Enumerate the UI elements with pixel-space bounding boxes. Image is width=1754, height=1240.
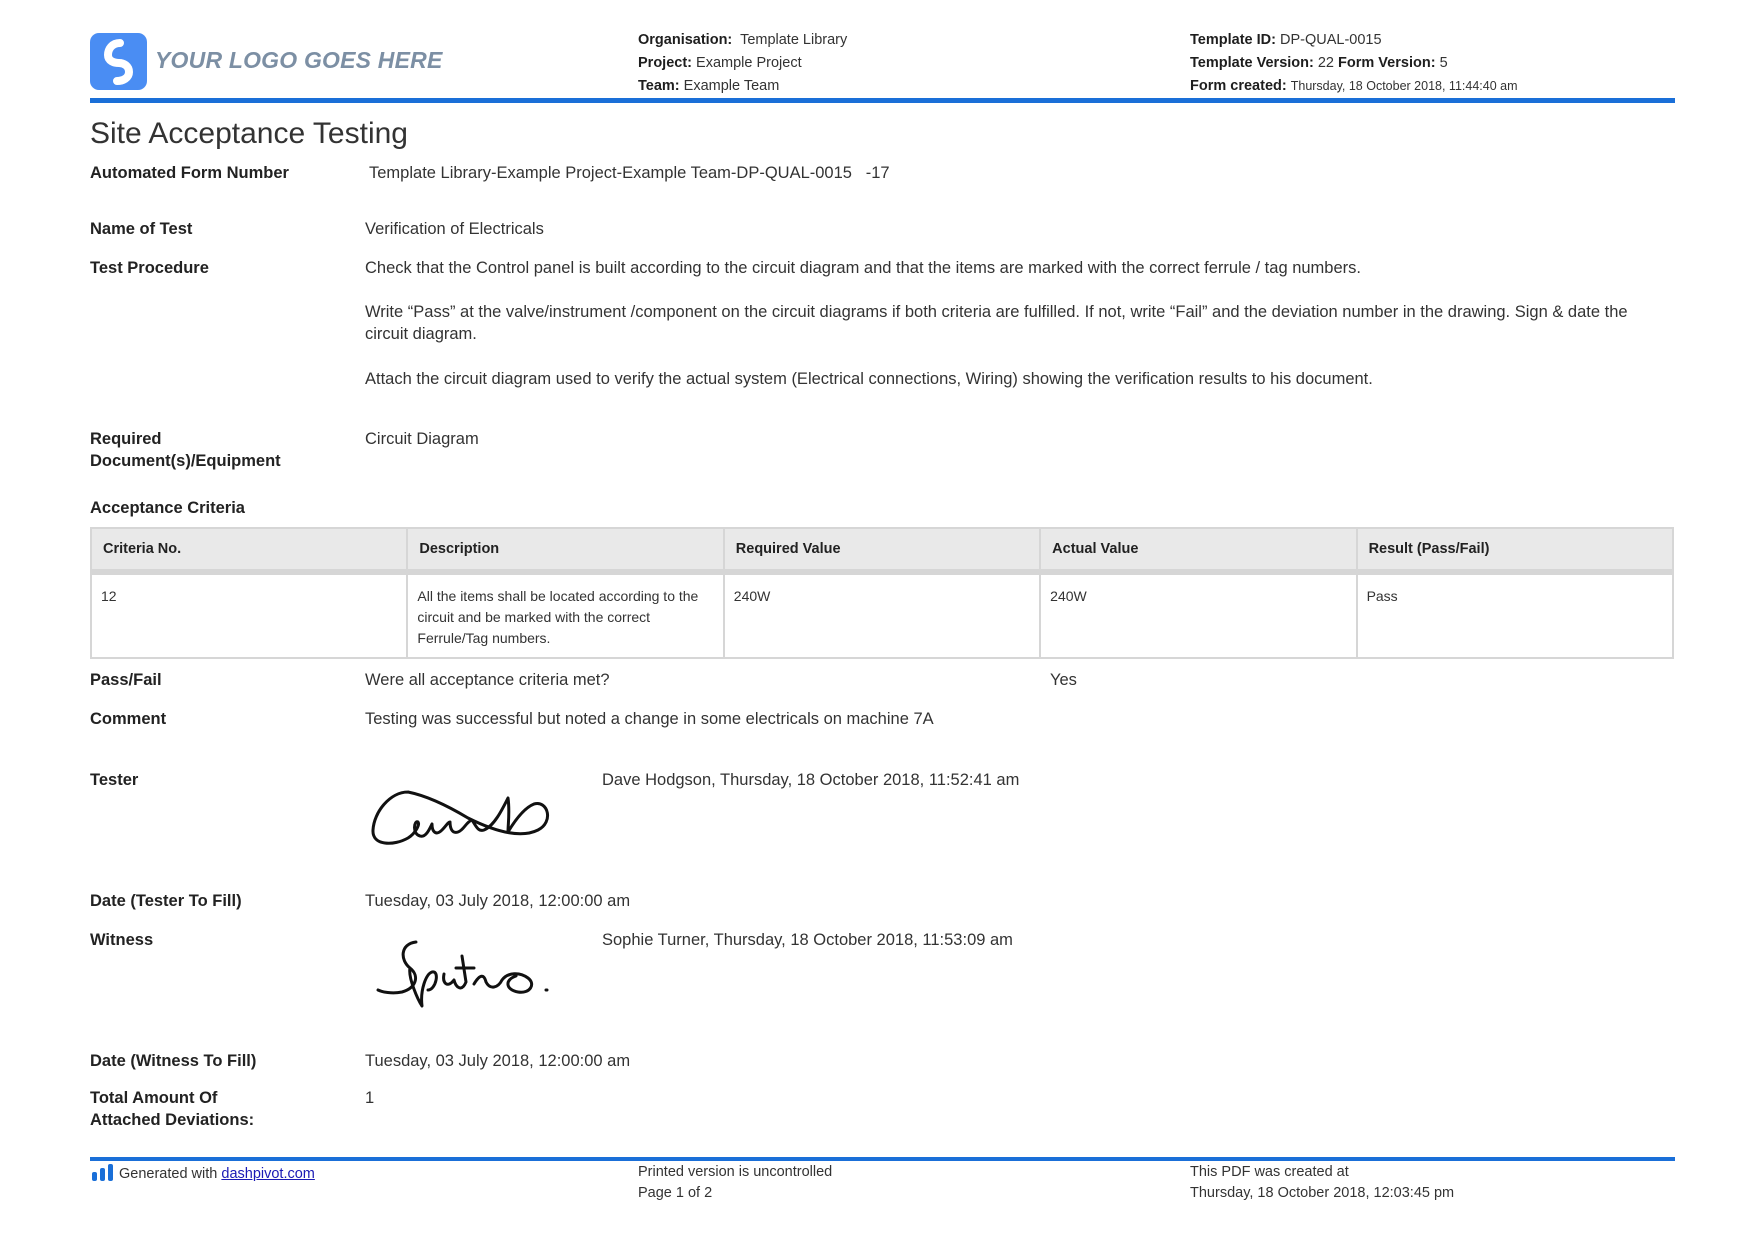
table-header-row	[91, 528, 1673, 572]
witness-label: Witness	[90, 931, 154, 949]
name-of-test-value: Verification of Electricals	[365, 220, 544, 238]
required-docs-value: Circuit Diagram	[365, 430, 479, 448]
automated-form-number-label: Automated Form Number	[90, 164, 289, 182]
pass-fail-answer: Yes	[1050, 671, 1077, 689]
deviations-value: 1	[365, 1089, 375, 1107]
header-divider	[90, 98, 1675, 103]
template-id-label: Template ID:	[1190, 32, 1276, 48]
test-procedure-p1: Check that the Control panel is built according to the circuit diagram and that the items are marked with the correct ferrule / tag numbers.	[365, 259, 1361, 277]
generated-prefix: Generated with	[119, 1166, 218, 1182]
table-row	[91, 572, 1673, 658]
form-version-label: Form Version:	[1338, 55, 1436, 71]
date-tester-value: Tuesday, 03 July 2018, 12:00:00 am	[365, 892, 631, 910]
uncontrolled-notice: Printed version is uncontrolled	[638, 1164, 833, 1180]
organisation-label: Organisation:	[638, 32, 733, 48]
pdf-created-value: Thursday, 18 October 2018, 12:03:45 pm	[1190, 1185, 1455, 1201]
pdf-created-label: This PDF was created at	[1190, 1164, 1349, 1180]
logo-text: YOUR LOGO GOES HERE	[155, 47, 443, 73]
column-header: Result (Pass/Fail)	[1357, 528, 1673, 572]
footer-right	[1190, 1162, 1454, 1204]
description-cell: All the items shall be located according to the circuit and be marked with the correct Ferrule/Tag numbers.	[407, 572, 723, 658]
form-created-value: Thursday, 18 October 2018, 11:44:40 am	[1290, 79, 1518, 93]
column-header: Actual Value	[1040, 528, 1356, 572]
tester-signature	[368, 778, 558, 858]
column-header: Criteria No.	[91, 528, 407, 572]
witness-signature	[370, 934, 570, 1014]
page-title: Site Acceptance Testing	[90, 117, 408, 150]
date-witness-value: Tuesday, 03 July 2018, 12:00:00 am	[365, 1052, 631, 1070]
pass-fail-question: Were all acceptance criteria met?	[365, 671, 610, 689]
project-label: Project:	[638, 55, 692, 71]
template-version-value: 22	[1317, 55, 1334, 71]
automated-form-number-value: Template Library-Example Project-Example Team-DP-QUAL-0015 -17	[369, 164, 890, 182]
column-header: Description	[407, 528, 723, 572]
actual-value-cell: 240W	[1040, 572, 1356, 658]
form-created-label: Form created:	[1190, 78, 1287, 94]
pass-fail-label: Pass/Fail	[90, 671, 162, 689]
template-id-value: DP-QUAL-0015	[1279, 32, 1382, 48]
header-meta-right	[1190, 29, 1518, 98]
comment-value: Testing was successful but noted a change in some electricals on machine 7A	[365, 710, 934, 728]
test-procedure-label: Test Procedure	[90, 259, 209, 277]
organisation-value: Template Library	[740, 32, 848, 48]
comment-label: Comment	[90, 710, 167, 728]
result-cell: Pass	[1357, 572, 1673, 658]
test-procedure-p3: Attach the circuit diagram used to verify the actual system (Electrical connections, Wiring) showing the verification results to his document.	[365, 370, 1373, 388]
project-value: Example Project	[696, 55, 802, 71]
dashpivot-link[interactable]: dashpivot.com	[221, 1166, 315, 1182]
logo-icon	[90, 33, 147, 90]
criteria-no-cell: 12	[91, 572, 407, 658]
page-number: Page 1 of 2	[638, 1185, 713, 1201]
deviations-label: Total Amount Of Attached Deviations:	[90, 1089, 255, 1129]
acceptance-criteria-label: Acceptance Criteria	[90, 499, 245, 517]
required-docs-label: Required Document(s)/Equipment	[90, 430, 281, 470]
footer-divider	[90, 1157, 1675, 1161]
acceptance-criteria-table	[90, 527, 1674, 659]
team-value: Example Team	[683, 78, 780, 94]
tester-label: Tester	[90, 771, 139, 789]
test-procedure-p2: Write “Pass” at the valve/instrument /component on the circuit diagrams if both criteria are fulfilled. If not, write “Fail” and the deviation number in the drawing. Sign & date the circuit diagram.	[365, 303, 1628, 343]
footer-generated	[91, 1162, 315, 1185]
date-witness-label: Date (Witness To Fill)	[90, 1052, 257, 1070]
tester-value: Dave Hodgson, Thursday, 18 October 2018, 11:52:41 am	[602, 771, 1020, 789]
required-value-cell: 240W	[724, 572, 1040, 658]
date-tester-label: Date (Tester To Fill)	[90, 892, 242, 910]
header-meta-left	[638, 29, 847, 98]
witness-value: Sophie Turner, Thursday, 18 October 2018, 11:53:09 am	[602, 931, 1013, 949]
column-header: Required Value	[724, 528, 1040, 572]
bar-chart-icon	[91, 1162, 115, 1182]
footer-center	[638, 1162, 832, 1204]
name-of-test-label: Name of Test	[90, 220, 193, 238]
template-version-label: Template Version:	[1190, 55, 1314, 71]
team-label: Team:	[638, 78, 680, 94]
form-version-value: 5	[1439, 55, 1448, 71]
